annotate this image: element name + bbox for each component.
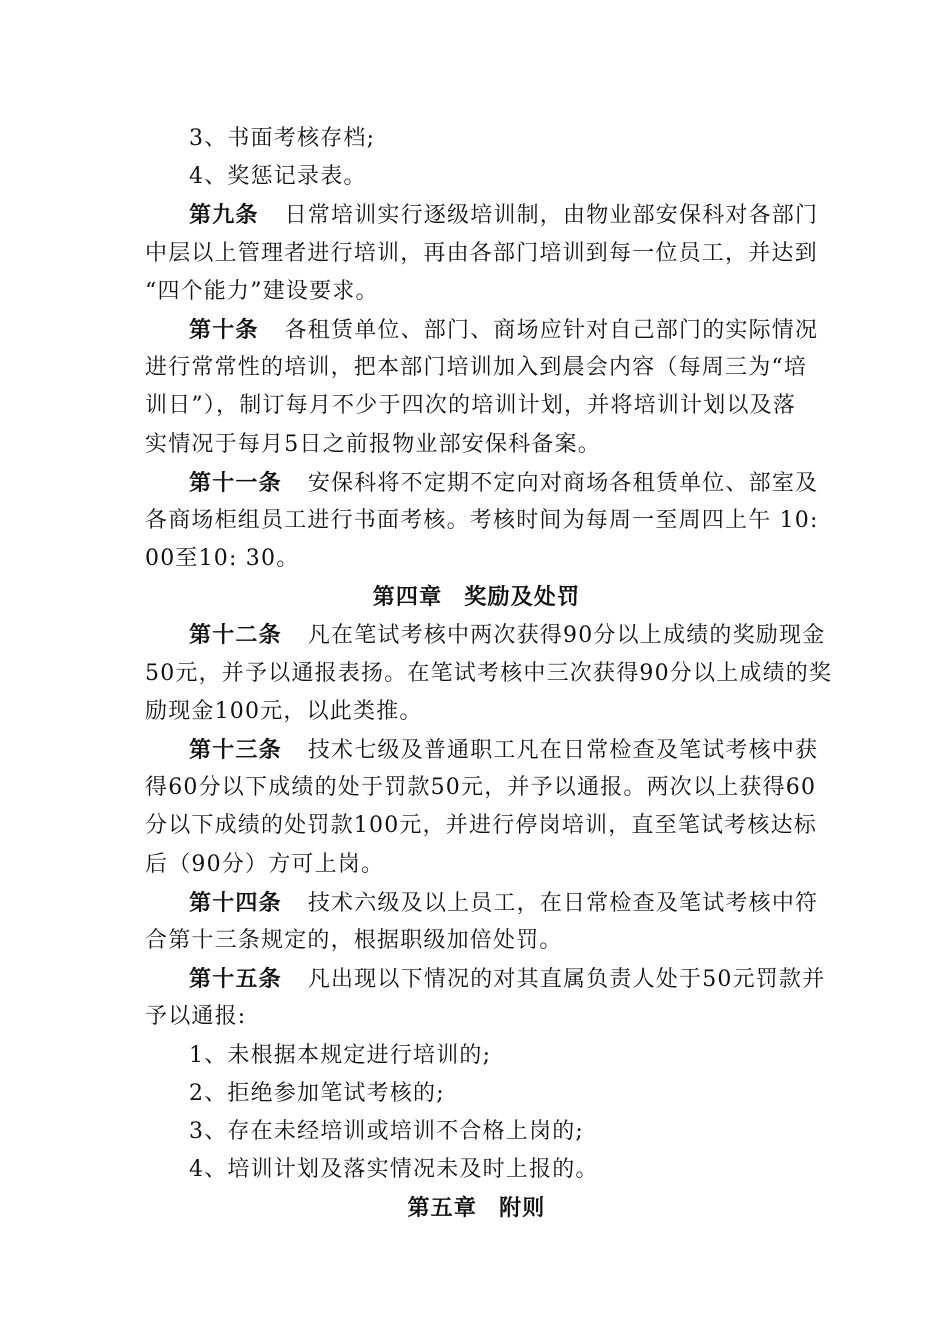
article-14-line: 合第十三条规定的，根据职级加倍处罚。 <box>145 927 563 953</box>
article-10-line: 实情况于每月5日之前报物业部安保科备案。 <box>145 431 601 457</box>
article-9-text: 日常培训实行逐级培训制，由物业部安保科对各部门 <box>284 203 819 229</box>
article-9-line <box>145 196 819 234</box>
article-11-line: 各商场柜组员工进行书面考核。考核时间为每周一至周四上午 10: <box>145 507 819 533</box>
article-10-line <box>145 311 819 349</box>
article-15-label: 第十五条 <box>189 966 282 993</box>
article-12-line <box>145 616 826 654</box>
chapter-5-title: 附则 <box>499 1195 546 1222</box>
article-13-line <box>145 731 819 769</box>
article-14-text: 技术六级及以上员工，在日常检查及笔试考核中符 <box>307 890 819 916</box>
article-13-label: 第十三条 <box>189 737 282 763</box>
article-10-line: 训日”），制订每月不少于四次的培训计划，并将培训计划以及落 <box>145 393 797 419</box>
article-13-line: 分以下成绩的处罚款100元，并进行停岗培训，直至笔试考核达标 <box>145 813 817 839</box>
article-13-line: 得60分以下成绩的处于罚款50元，并予以通报。两次以上获得60 <box>145 775 817 801</box>
article-12-line: 50元，并予以通报表扬。在笔试考核中三次获得90分以上成绩的奖 <box>145 660 833 686</box>
article-13-text: 技术七级及普通职工凡在日常检查及笔试考核中获 <box>307 738 819 763</box>
article-13-line: 后（90分）方可上岗。 <box>145 851 385 877</box>
article-12-text: 凡在笔试考核中两次获得90分以上成绩的奖励现金 <box>307 623 826 649</box>
article-11-text: 安保科将不定期不定向对商场各租赁单位、部室及 <box>307 470 819 496</box>
article-9-line: “四个能力”建设要求。 <box>145 278 379 304</box>
list-item: 2、拒绝参加笔试考核的; <box>189 1080 445 1106</box>
document-body <box>145 120 833 1227</box>
article-15-line <box>145 960 826 998</box>
article-12-line: 励现金100元，以此类推。 <box>145 698 423 724</box>
list-item: 4、奖惩记录表。 <box>189 164 367 190</box>
article-9-line: 中层以上管理者进行培训，再由各部门培训到每一位员工，并达到 <box>145 240 818 266</box>
article-11-label: 第十一条 <box>189 469 282 496</box>
list-item: 3、书面考核存档; <box>189 126 376 151</box>
article-9-label: 第九条 <box>189 202 259 229</box>
list-item: 3、存在未经培训或培训不合格上岗的; <box>189 1118 585 1144</box>
chapter-5-heading <box>145 1189 808 1227</box>
article-15-text: 凡出现以下情况的对其直属负责人处于50元罚款并 <box>307 967 826 993</box>
article-15-line: 予以通报: <box>145 1004 247 1030</box>
article-14-line <box>145 884 819 922</box>
chapter-4-number: 第四章 <box>372 584 443 611</box>
article-10-text: 各租赁单位、部门、商场应针对自己部门的实际情况 <box>284 317 819 343</box>
chapter-4-heading <box>145 578 808 616</box>
chapter-4-title: 奖励及处罚 <box>464 584 581 611</box>
list-item: 1、未根据本规定进行培训的; <box>189 1042 492 1068</box>
article-10-line: 进行常常性的培训，把本部门培训加入到晨会内容（每周三为“培 <box>145 355 808 381</box>
article-12-label: 第十二条 <box>189 622 282 649</box>
article-11-line <box>145 464 819 502</box>
list-item: 4、培训计划及落实情况未及时上报的。 <box>189 1157 599 1183</box>
chapter-5-number: 第五章 <box>407 1195 478 1222</box>
article-10-label: 第十条 <box>189 316 259 343</box>
article-14-label: 第十四条 <box>189 889 282 916</box>
article-11-line: 00至10: 30。 <box>145 546 300 572</box>
